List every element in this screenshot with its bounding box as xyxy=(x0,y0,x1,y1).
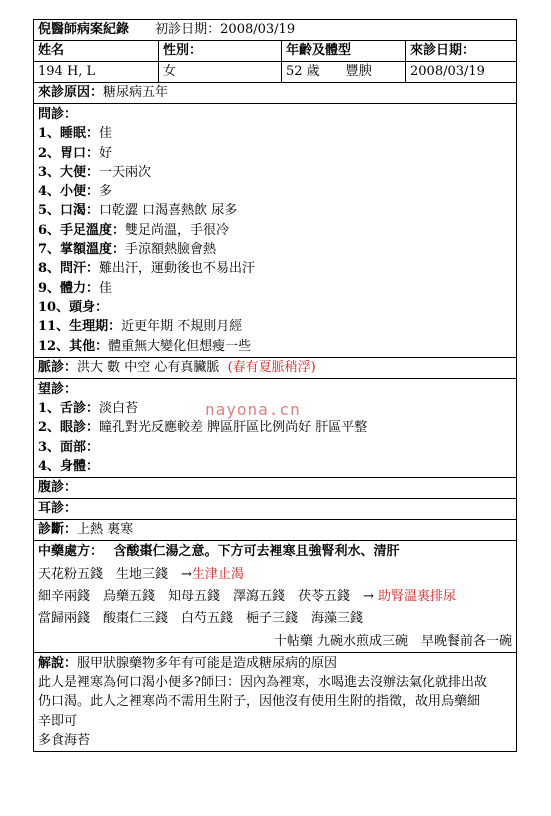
col-name: 姓名 xyxy=(34,41,159,61)
inquiry-item: 3、大便：一天兩次 xyxy=(38,164,152,180)
inspection-section xyxy=(33,379,517,478)
ear-row xyxy=(33,499,517,520)
prescription-label: 中藥處方： xyxy=(38,544,104,560)
patient-name: 194 H, L xyxy=(34,62,159,82)
inspection-item: 1、舌診：淡白苔 xyxy=(38,401,139,417)
inquiry-section xyxy=(33,104,517,358)
inquiry-item: 4、小便：多 xyxy=(38,184,113,200)
inquiry-item: 12、其他：體重無大變化但想瘦一些 xyxy=(38,338,252,354)
inquiry-item: 7、掌額溫度：手涼額熱臉會熱 xyxy=(38,242,217,258)
prescription-dosage: 十帖藥 九碗水煎成三碗 早晚餐前各一碗 xyxy=(273,633,512,649)
complaint-label: 來診原因： xyxy=(38,85,104,100)
ear-label: 耳診： xyxy=(38,501,78,517)
inquiry-label: 問診： xyxy=(38,107,78,122)
pulse-value: 洪大 數 中空 心有真臟脈 xyxy=(77,359,220,375)
diagnosis-row xyxy=(33,520,517,541)
first-visit-date: 初診日期：2008/03/19 xyxy=(155,22,296,37)
prescription-heading: 含酸棗仁湯之意。下方可去裡寒且強腎利水、清肝 xyxy=(113,544,400,560)
complaint-row xyxy=(33,83,517,104)
inspection-item: 2、眼診：瞳孔對光反應較差 脾區肝區比例尚好 肝區平整 xyxy=(38,420,368,436)
prescription-line: 細辛兩錢 烏藥五錢 知母五錢 澤瀉五錢 茯苓五錢 → 助腎溫裏排尿 xyxy=(38,588,457,604)
prescription-note: 生津止渴 xyxy=(191,566,244,582)
inquiry-item: 5、口渴：口乾澀 口渴喜熱飲 尿多 xyxy=(38,203,238,219)
inspection-item: 3、面部： xyxy=(38,439,100,455)
patient-values xyxy=(33,62,517,83)
patient-columns xyxy=(33,41,517,62)
inquiry-item: 1、睡眠：佳 xyxy=(38,126,113,142)
explanation-section xyxy=(33,653,517,752)
record-header xyxy=(33,19,517,41)
col-visit-date: 來診日期： xyxy=(410,43,476,58)
explanation-line: 多食海苔 xyxy=(38,733,91,749)
col-age-build: 年齡及體型 xyxy=(282,41,406,61)
complaint-value: 糖尿病五年 xyxy=(103,85,169,100)
explanation-line: 仍口渴。此人之裡寒尚不需用生附子，因他沒有使用生附的指徵，故用烏藥細 xyxy=(38,694,481,710)
patient-gender: 女 xyxy=(159,62,282,82)
inquiry-item: 11、生理期：近更年期 不規則月經 xyxy=(38,319,243,335)
inquiry-item: 10、頭身： xyxy=(38,299,109,315)
explanation-line: 此人是裡寒為何口渴小便多?師曰：因內為裡寒，水喝進去沒辦法氣化就排出故 xyxy=(38,675,487,691)
patient-age-build: 52 歲 豐腴 xyxy=(282,62,406,82)
inspection-item: 4、身體： xyxy=(38,459,100,475)
inquiry-item: 8、問汗：難出汗，運動後也不易出汗 xyxy=(38,261,256,277)
watermark-text: nayona.cn xyxy=(205,400,301,419)
prescription-note: 助腎溫裏排尿 xyxy=(378,588,457,604)
pulse-row xyxy=(33,358,517,379)
prescription-line: 天花粉五錢 生地三錢 →生津止渴 xyxy=(38,566,244,582)
explanation-line: 解說：服甲狀腺藥物多年有可能是造成糖尿病的原因 xyxy=(38,655,338,671)
inquiry-item: 6、手足溫度：雙足尚溫，手很冷 xyxy=(38,222,230,238)
medical-record xyxy=(33,19,517,752)
inspection-label: 望診： xyxy=(38,381,78,397)
pulse-note: (春有夏脈稍浮) xyxy=(227,359,316,375)
record-title: 倪醫師病案紀錄 xyxy=(38,22,130,37)
explanation-label: 解說： xyxy=(38,655,78,671)
inquiry-item: 2、胃口：好 xyxy=(38,145,113,161)
diagnosis-value: 上熱 裏寒 xyxy=(77,522,134,538)
abdomen-label: 腹診： xyxy=(38,480,78,496)
explanation-line: 辛即可 xyxy=(38,713,78,729)
prescription-section xyxy=(33,541,517,652)
abdomen-row xyxy=(33,478,517,499)
patient-visit-date: 2008/03/19 xyxy=(410,64,485,79)
col-gender: 性別： xyxy=(159,41,282,61)
prescription-line: 當歸兩錢 酸棗仁三錢 白芍五錢 梔子三錢 海藻三錢 xyxy=(38,611,364,627)
diagnosis-label: 診斷： xyxy=(38,522,78,538)
pulse-label: 脈診： xyxy=(38,359,78,375)
inquiry-item: 9、體力：佳 xyxy=(38,280,113,296)
prescription-heading-line xyxy=(38,542,512,561)
